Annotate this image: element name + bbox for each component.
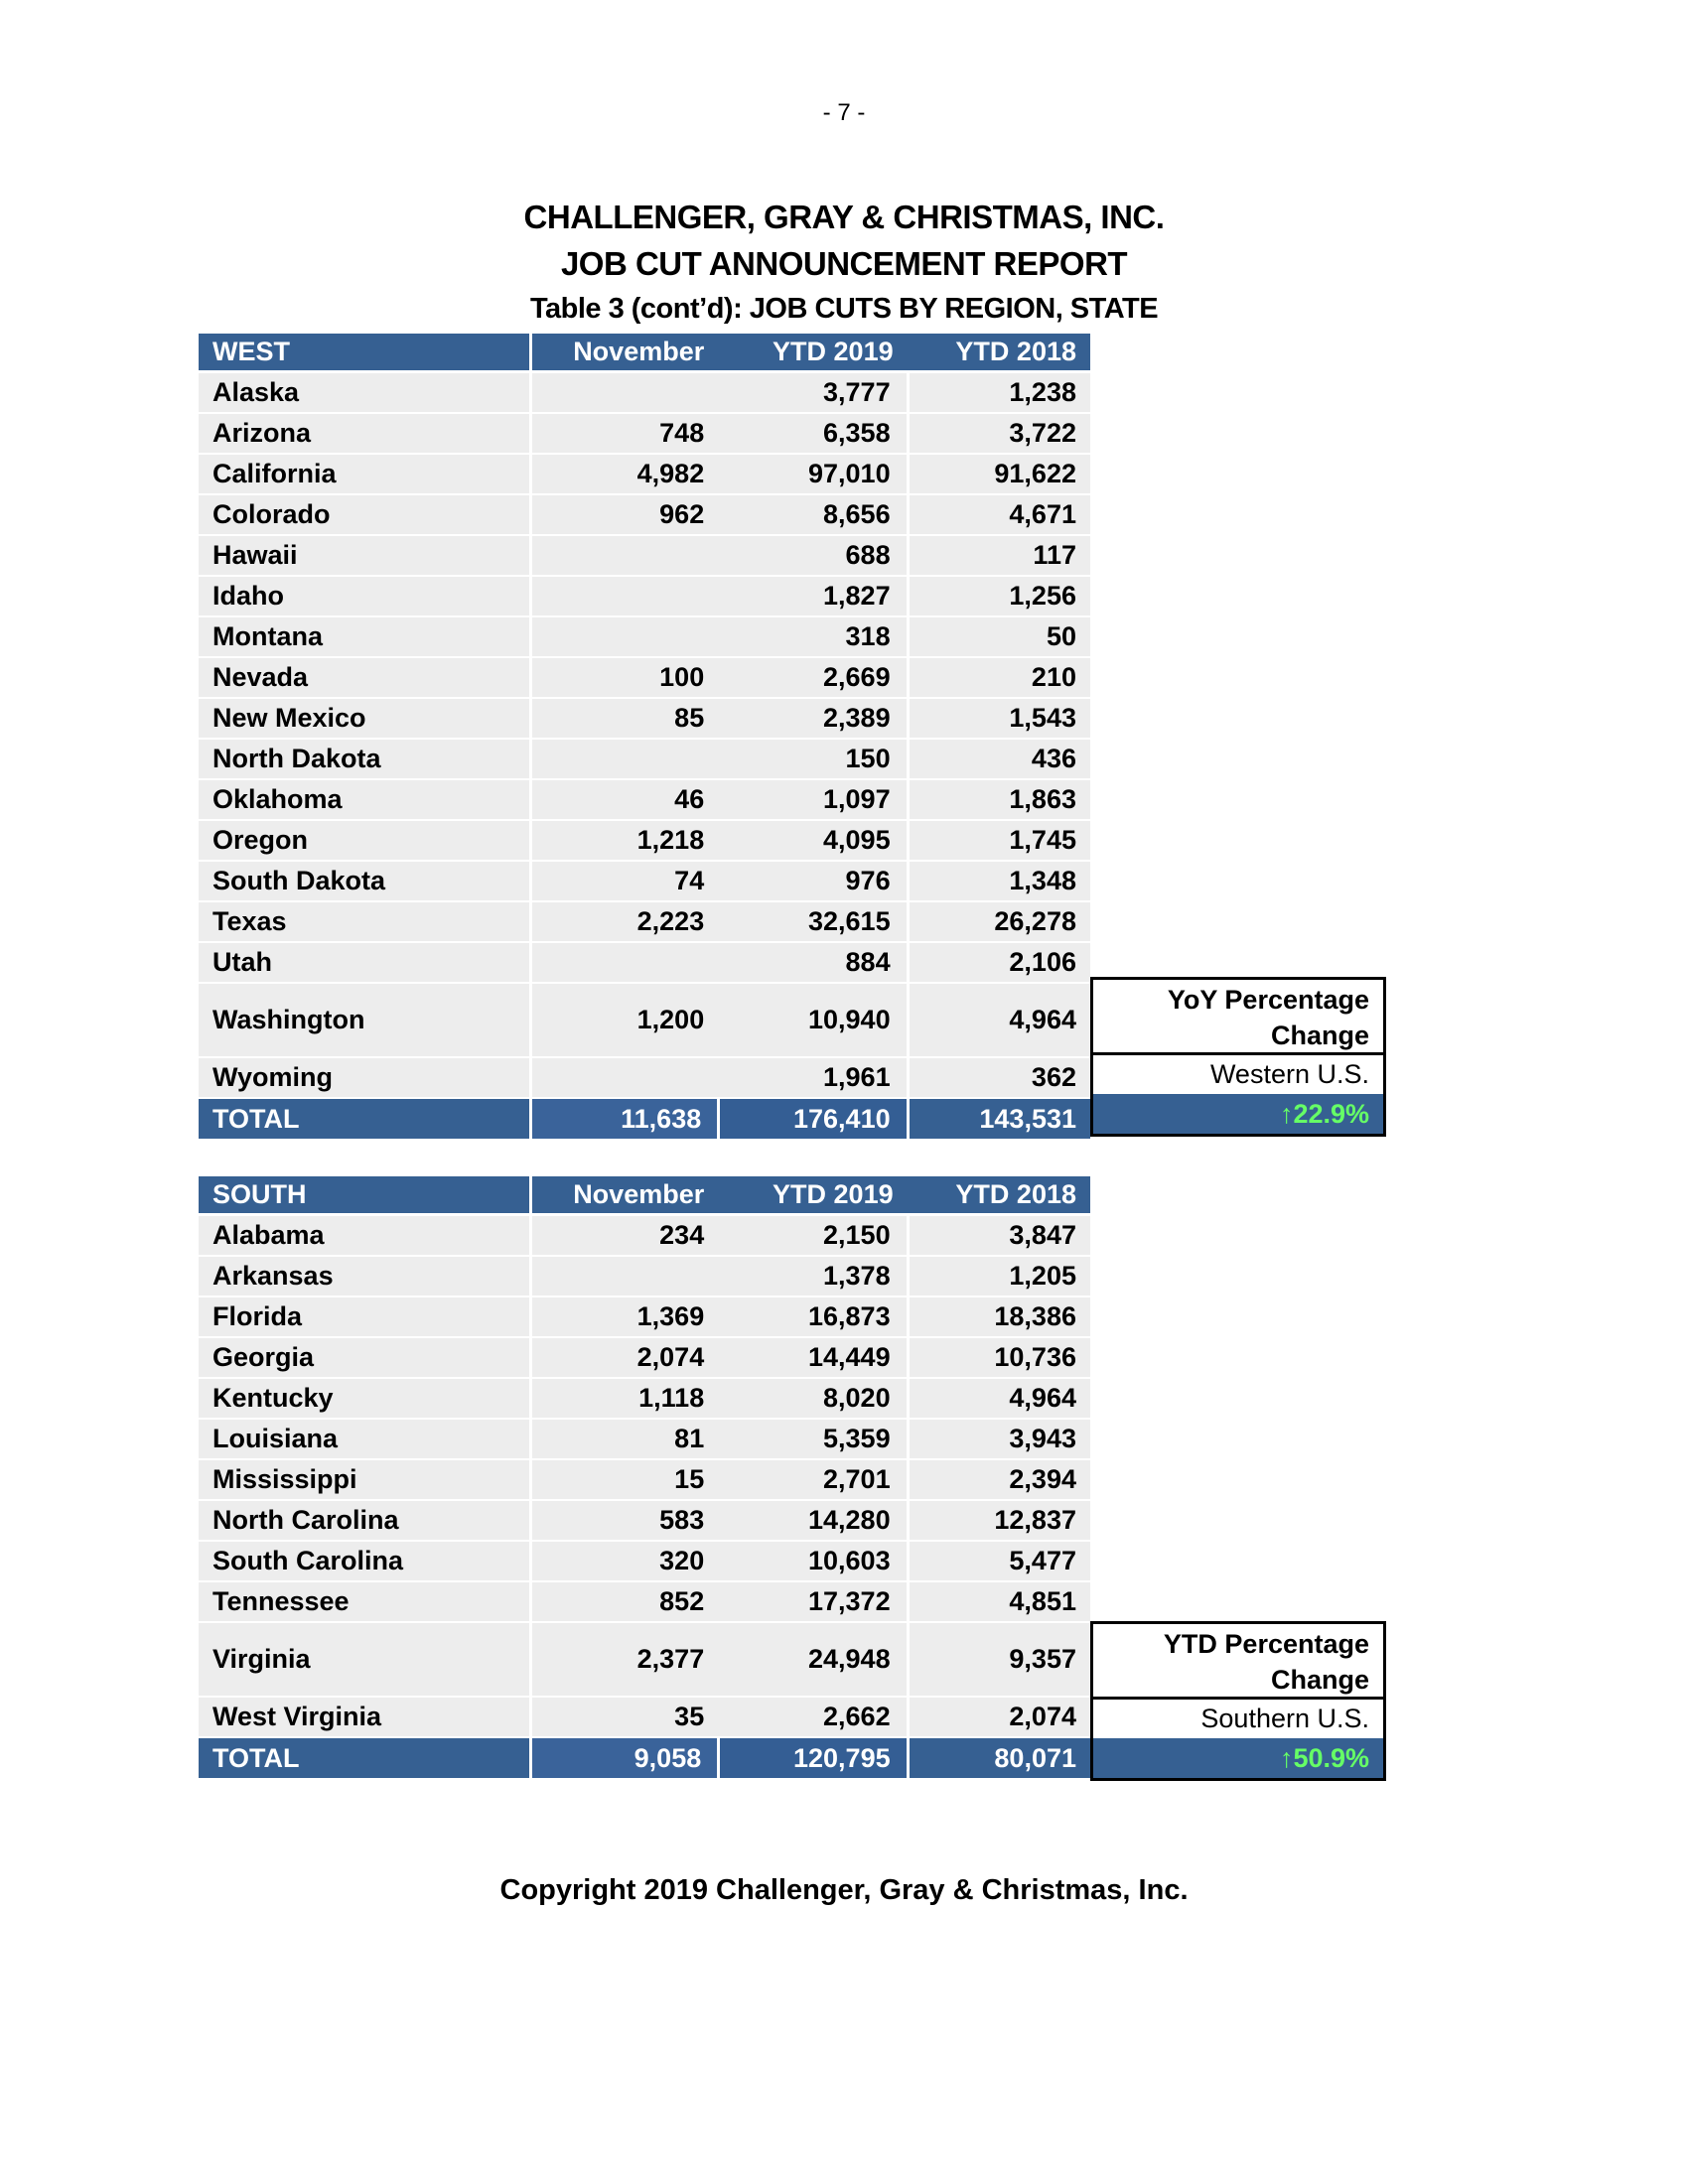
state-name: Florida bbox=[199, 1297, 529, 1336]
november-value: 1,200 bbox=[532, 984, 720, 1056]
ytd-2019-value: 3,777 bbox=[720, 373, 906, 412]
ytd-2018-value: 12,837 bbox=[910, 1501, 1090, 1540]
november-header: November bbox=[532, 334, 720, 370]
ytd-2019-value: 1,961 bbox=[720, 1058, 906, 1097]
november-value: 962 bbox=[532, 495, 720, 534]
november-value bbox=[532, 617, 720, 656]
ytd-2019-value: 8,656 bbox=[720, 495, 906, 534]
total-november: 9,058 bbox=[532, 1738, 717, 1778]
state-name: Colorado bbox=[199, 495, 529, 534]
state-name: Utah bbox=[199, 943, 529, 982]
copyright-footer: Copyright 2019 Challenger, Gray & Christmas, Inc. bbox=[499, 1874, 1189, 1906]
november-value: 2,074 bbox=[532, 1338, 720, 1377]
ytd-2018-value: 91,622 bbox=[910, 455, 1090, 493]
up-arrow-icon: ↑ bbox=[1279, 1743, 1294, 1773]
november-value bbox=[532, 1257, 720, 1296]
november-value: 15 bbox=[532, 1460, 720, 1499]
ytd-2018-value: 50 bbox=[910, 617, 1090, 656]
state-name: Virginia bbox=[199, 1623, 529, 1696]
ytd-2018-value: 1,205 bbox=[910, 1257, 1090, 1296]
november-value bbox=[532, 740, 720, 778]
total-label: TOTAL bbox=[199, 1099, 529, 1139]
ytd-2018-value: 3,722 bbox=[910, 414, 1090, 453]
table-row bbox=[199, 373, 1090, 412]
total-label: TOTAL bbox=[199, 1738, 529, 1778]
table-row bbox=[199, 658, 1090, 697]
state-name: California bbox=[199, 455, 529, 493]
ytd-2019-value: 976 bbox=[720, 862, 906, 900]
total-row bbox=[199, 1738, 1090, 1778]
ytd-2018-value: 1,745 bbox=[910, 821, 1090, 860]
ytd-2018-value: 4,671 bbox=[910, 495, 1090, 534]
table-row bbox=[199, 1501, 1090, 1540]
november-value: 234 bbox=[532, 1216, 720, 1255]
state-name: North Dakota bbox=[199, 740, 529, 778]
table-row bbox=[199, 1623, 1090, 1696]
ytd-2018-value: 117 bbox=[910, 536, 1090, 575]
table-row bbox=[199, 455, 1090, 493]
ytd-2018-value: 1,543 bbox=[910, 699, 1090, 738]
ytd-2019-value: 32,615 bbox=[720, 902, 906, 941]
change-box-value bbox=[1093, 1738, 1383, 1778]
table-header-row bbox=[199, 1176, 1090, 1213]
table-row bbox=[199, 1698, 1090, 1736]
november-value: 35 bbox=[532, 1698, 720, 1736]
ytd-2019-value: 2,389 bbox=[720, 699, 906, 738]
november-value: 74 bbox=[532, 862, 720, 900]
ytd-2018-value: 3,847 bbox=[910, 1216, 1090, 1255]
table-row bbox=[199, 1058, 1090, 1097]
state-name: Arizona bbox=[199, 414, 529, 453]
ytd-2019-value: 10,940 bbox=[720, 984, 906, 1056]
state-name: Washington bbox=[199, 984, 529, 1056]
november-value: 748 bbox=[532, 414, 720, 453]
state-name: Hawaii bbox=[199, 536, 529, 575]
ytd-2018-value: 4,964 bbox=[910, 984, 1090, 1056]
ytd-2019-value: 97,010 bbox=[720, 455, 906, 493]
ytd-2018-value: 1,348 bbox=[910, 862, 1090, 900]
change-box-label: YoY Percentage Change bbox=[1093, 980, 1383, 1055]
table-title: Table 3 (cont’d): JOB CUTS BY REGION, STATE bbox=[529, 293, 1159, 325]
ytd-2018-value: 5,477 bbox=[910, 1542, 1090, 1580]
total-ytd-2019: 176,410 bbox=[720, 1099, 906, 1139]
ytd-2019-value: 884 bbox=[720, 943, 906, 982]
ytd-2019-value: 150 bbox=[720, 740, 906, 778]
ytd-2018-value: 1,238 bbox=[910, 373, 1090, 412]
change-box-label: YTD Percentage Change bbox=[1093, 1624, 1383, 1700]
state-name: Idaho bbox=[199, 577, 529, 615]
ytd-2019-value: 688 bbox=[720, 536, 906, 575]
total-ytd-2018: 143,531 bbox=[910, 1099, 1090, 1139]
table-row bbox=[199, 943, 1090, 982]
state-name: Oklahoma bbox=[199, 780, 529, 819]
ytd-2018-header: YTD 2018 bbox=[910, 1176, 1090, 1213]
ytd-2018-value: 1,256 bbox=[910, 577, 1090, 615]
table-row bbox=[199, 1216, 1090, 1255]
state-name: Tennessee bbox=[199, 1582, 529, 1621]
table-row bbox=[199, 821, 1090, 860]
table-row bbox=[199, 1379, 1090, 1418]
south-region-table bbox=[199, 1176, 1090, 1778]
ytd-2019-value: 1,097 bbox=[720, 780, 906, 819]
table-row bbox=[199, 1338, 1090, 1377]
west-region-table bbox=[199, 334, 1090, 1139]
table-row bbox=[199, 495, 1090, 534]
ytd-2019-value: 4,095 bbox=[720, 821, 906, 860]
november-value bbox=[532, 373, 720, 412]
state-name: Nevada bbox=[199, 658, 529, 697]
state-name: Alabama bbox=[199, 1216, 529, 1255]
state-name: Kentucky bbox=[199, 1379, 529, 1418]
table-row bbox=[199, 780, 1090, 819]
company-title: CHALLENGER, GRAY & CHRISTMAS, INC. bbox=[523, 199, 1165, 235]
ytd-2018-value: 3,943 bbox=[910, 1420, 1090, 1458]
state-name: West Virginia bbox=[199, 1698, 529, 1736]
table-header-row bbox=[199, 334, 1090, 370]
state-name: Wyoming bbox=[199, 1058, 529, 1097]
state-name: Oregon bbox=[199, 821, 529, 860]
ytd-2018-value: 210 bbox=[910, 658, 1090, 697]
total-row bbox=[199, 1099, 1090, 1139]
change-percent: 22.9% bbox=[1293, 1099, 1369, 1129]
november-value: 100 bbox=[532, 658, 720, 697]
total-ytd-2019: 120,795 bbox=[720, 1738, 906, 1778]
table-row bbox=[199, 699, 1090, 738]
ytd-2019-value: 2,701 bbox=[720, 1460, 906, 1499]
table-row bbox=[199, 1582, 1090, 1621]
ytd-2018-value: 18,386 bbox=[910, 1297, 1090, 1336]
november-value bbox=[532, 1058, 720, 1097]
ytd-2018-value: 2,394 bbox=[910, 1460, 1090, 1499]
november-value bbox=[532, 943, 720, 982]
ytd-2019-value: 318 bbox=[720, 617, 906, 656]
ytd-2019-value: 5,359 bbox=[720, 1420, 906, 1458]
ytd-2019-value: 2,669 bbox=[720, 658, 906, 697]
state-name: Arkansas bbox=[199, 1257, 529, 1296]
november-value: 1,218 bbox=[532, 821, 720, 860]
total-ytd-2018: 80,071 bbox=[910, 1738, 1090, 1778]
november-value: 2,377 bbox=[532, 1623, 720, 1696]
november-value: 1,118 bbox=[532, 1379, 720, 1418]
november-value: 85 bbox=[532, 699, 720, 738]
ytd-2019-value: 14,449 bbox=[720, 1338, 906, 1377]
ytd-2019-header: YTD 2019 bbox=[720, 1176, 909, 1213]
state-name: North Carolina bbox=[199, 1501, 529, 1540]
ytd-2018-value: 2,106 bbox=[910, 943, 1090, 982]
state-name: Louisiana bbox=[199, 1420, 529, 1458]
november-value: 1,369 bbox=[532, 1297, 720, 1336]
west-yoy-change-box bbox=[1090, 977, 1386, 1137]
state-name: Georgia bbox=[199, 1338, 529, 1377]
state-name: Alaska bbox=[199, 373, 529, 412]
ytd-2019-value: 10,603 bbox=[720, 1542, 906, 1580]
ytd-2019-value: 1,827 bbox=[720, 577, 906, 615]
november-value: 46 bbox=[532, 780, 720, 819]
state-name: Mississippi bbox=[199, 1460, 529, 1499]
november-value bbox=[532, 577, 720, 615]
ytd-2019-header: YTD 2019 bbox=[720, 334, 909, 370]
table-row bbox=[199, 1420, 1090, 1458]
page-number: - 7 - bbox=[822, 99, 866, 126]
ytd-2018-value: 1,863 bbox=[910, 780, 1090, 819]
ytd-2019-value: 8,020 bbox=[720, 1379, 906, 1418]
table-row bbox=[199, 740, 1090, 778]
ytd-2019-value: 24,948 bbox=[720, 1623, 906, 1696]
november-value: 852 bbox=[532, 1582, 720, 1621]
report-title: JOB CUT ANNOUNCEMENT REPORT bbox=[560, 245, 1128, 282]
november-value: 583 bbox=[532, 1501, 720, 1540]
table-row bbox=[199, 414, 1090, 453]
ytd-2018-header: YTD 2018 bbox=[910, 334, 1090, 370]
ytd-2018-value: 2,074 bbox=[910, 1698, 1090, 1736]
table-row bbox=[199, 536, 1090, 575]
up-arrow-icon: ↑ bbox=[1279, 1099, 1294, 1129]
table-row bbox=[199, 1297, 1090, 1336]
ytd-2018-value: 436 bbox=[910, 740, 1090, 778]
november-value: 2,223 bbox=[532, 902, 720, 941]
ytd-2019-value: 6,358 bbox=[720, 414, 906, 453]
ytd-2018-value: 10,736 bbox=[910, 1338, 1090, 1377]
ytd-2018-value: 26,278 bbox=[910, 902, 1090, 941]
state-name: Texas bbox=[199, 902, 529, 941]
region-header: SOUTH bbox=[199, 1176, 529, 1213]
south-ytd-change-box bbox=[1090, 1621, 1386, 1781]
ytd-2019-value: 17,372 bbox=[720, 1582, 906, 1621]
november-value bbox=[532, 536, 720, 575]
change-box-value bbox=[1093, 1094, 1383, 1134]
ytd-2019-value: 1,378 bbox=[720, 1257, 906, 1296]
table-row bbox=[199, 1460, 1090, 1499]
ytd-2018-value: 4,851 bbox=[910, 1582, 1090, 1621]
table-row bbox=[199, 862, 1090, 900]
november-value: 4,982 bbox=[532, 455, 720, 493]
ytd-2019-value: 2,662 bbox=[720, 1698, 906, 1736]
state-name: New Mexico bbox=[199, 699, 529, 738]
state-name: South Carolina bbox=[199, 1542, 529, 1580]
ytd-2019-value: 14,280 bbox=[720, 1501, 906, 1540]
region-header: WEST bbox=[199, 334, 529, 370]
november-value: 81 bbox=[532, 1420, 720, 1458]
change-percent: 50.9% bbox=[1293, 1743, 1369, 1773]
table-row bbox=[199, 1542, 1090, 1580]
state-name: South Dakota bbox=[199, 862, 529, 900]
ytd-2019-value: 2,150 bbox=[720, 1216, 906, 1255]
ytd-2018-value: 4,964 bbox=[910, 1379, 1090, 1418]
change-box-region: Western U.S. bbox=[1093, 1055, 1383, 1094]
november-value: 320 bbox=[532, 1542, 720, 1580]
ytd-2018-value: 362 bbox=[910, 1058, 1090, 1097]
table-row bbox=[199, 577, 1090, 615]
ytd-2019-value: 16,873 bbox=[720, 1297, 906, 1336]
table-row bbox=[199, 984, 1090, 1056]
state-name: Montana bbox=[199, 617, 529, 656]
ytd-2018-value: 9,357 bbox=[910, 1623, 1090, 1696]
november-header: November bbox=[532, 1176, 720, 1213]
table-row bbox=[199, 1257, 1090, 1296]
total-november: 11,638 bbox=[532, 1099, 717, 1139]
table-row bbox=[199, 902, 1090, 941]
table-row bbox=[199, 617, 1090, 656]
change-box-region: Southern U.S. bbox=[1093, 1700, 1383, 1738]
